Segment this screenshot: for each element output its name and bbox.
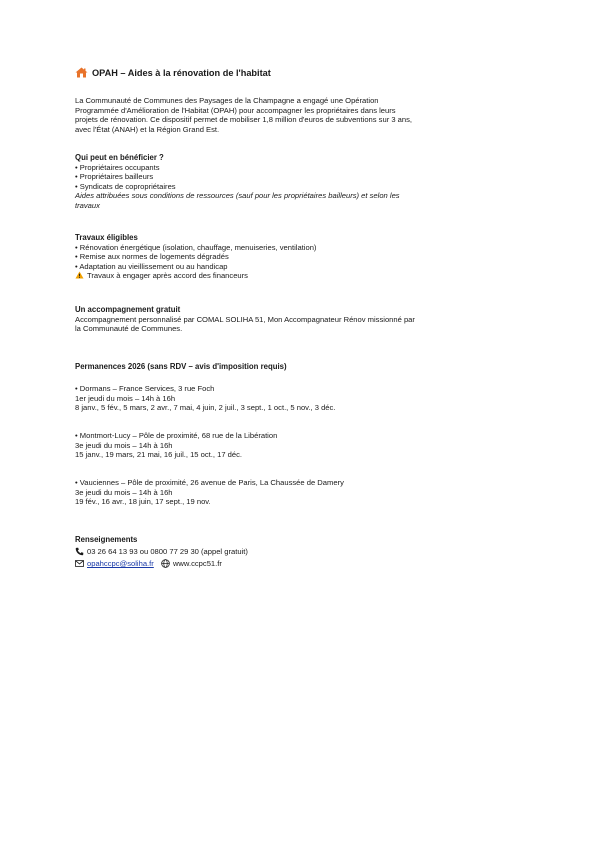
location-dates: 15 janv., 19 mars, 21 mai, 16 juil., 15 oct., 17 déc. xyxy=(75,450,243,460)
list-item: • Propriétaires occupants xyxy=(75,162,160,172)
location-place: • Dormans – France Services, 3 rue Foch xyxy=(75,384,215,393)
permanence-location xyxy=(75,384,335,413)
beneficiaries-section xyxy=(75,153,400,211)
title-text: OPAH – Aides à la rénovation de l'habitat xyxy=(92,67,271,78)
works-section xyxy=(75,233,316,281)
house-icon xyxy=(75,67,88,78)
contact-phone[interactable]: 03 26 64 13 93 ou 0800 77 29 30 (appel gratuit) xyxy=(87,546,248,556)
location-place: • Montmort-Lucy – Pôle de proximité, 68 rue de la Libération xyxy=(75,431,278,440)
phone-icon xyxy=(75,547,84,556)
warning-icon xyxy=(75,271,84,279)
works-warning xyxy=(75,271,316,281)
list-item: • Remise aux normes de logements dégradés xyxy=(75,252,229,262)
intro-paragraph xyxy=(75,96,412,134)
support-line: Accompagnement personnalisé par COMAL SOLIHA 51, Mon Accompagnateur Rénov missionné par xyxy=(75,314,415,324)
permanence-location xyxy=(75,478,344,507)
location-schedule: 3e jeudi du mois – 14h à 16h xyxy=(75,487,173,497)
list-item: • Adaptation au vieillissement ou au handicap xyxy=(75,261,228,271)
intro-line: La Communauté de Communes des Paysages de la Champagne a engagé une Opération xyxy=(75,96,379,105)
contact-heading: Renseignements xyxy=(75,535,138,544)
beneficiaries-note: Aides attribuées sous conditions de ressources (sauf pour les propriétaires bailleurs) et selon les xyxy=(75,191,400,201)
warning-text: Travaux à engager après accord des financeurs xyxy=(87,271,248,281)
support-line: la Communauté de Communes. xyxy=(75,324,183,334)
intro-line: projets de rénovation. Ce dispositif permet de mobiliser 1,8 million d'euros de subventions sur 3 ans, xyxy=(75,115,413,125)
intro-line: Programmée d'Amélioration de l'Habitat (OPAH) pour accompagner les propriétaires dans leurs xyxy=(75,105,396,115)
list-item: • Syndicats de copropriétaires xyxy=(75,181,176,191)
mail-icon xyxy=(75,559,84,568)
support-section xyxy=(75,305,415,334)
location-schedule: 1er jeudi du mois – 14h à 16h xyxy=(75,393,176,403)
contact-web-row xyxy=(75,559,248,569)
permanences-heading: Permanences 2026 (sans RDV – avis d'imposition requis) xyxy=(75,362,287,371)
beneficiaries-heading: Qui peut en bénéficier ? xyxy=(75,153,164,162)
document-title xyxy=(75,67,271,78)
contact-section xyxy=(75,535,248,569)
permanence-location xyxy=(75,431,277,460)
location-dates: 8 janv., 5 fév., 5 mars, 2 avr., 7 mai, 4 juin, 2 juil., 3 sept., 1 oct., 5 nov., 3 déc. xyxy=(75,403,336,413)
support-heading: Un accompagnement gratuit xyxy=(75,305,181,314)
intro-line: avec l'État (ANAH) et la Région Grand Est. xyxy=(75,124,220,134)
works-heading: Travaux éligibles xyxy=(75,233,138,242)
location-place: • Vauciennes – Pôle de proximité, 26 avenue de Paris, La Chaussée de Damery xyxy=(75,478,344,487)
location-schedule: 3e jeudi du mois – 14h à 16h xyxy=(75,440,173,450)
contact-phone-row xyxy=(75,547,248,557)
location-dates: 19 fév., 16 avr., 18 juin, 17 sept., 19 nov. xyxy=(75,497,211,507)
list-item: • Propriétaires bailleurs xyxy=(75,172,154,182)
globe-icon xyxy=(161,559,170,568)
list-item: • Rénovation énergétique (isolation, chauffage, menuiseries, ventilation) xyxy=(75,242,317,252)
beneficiaries-note: travaux xyxy=(75,200,100,210)
contact-email-link[interactable]: opahccpc@soliha.fr xyxy=(87,559,154,569)
contact-website-link[interactable]: www.ccpc51.fr xyxy=(172,559,222,569)
permanences-heading-block xyxy=(75,362,287,372)
